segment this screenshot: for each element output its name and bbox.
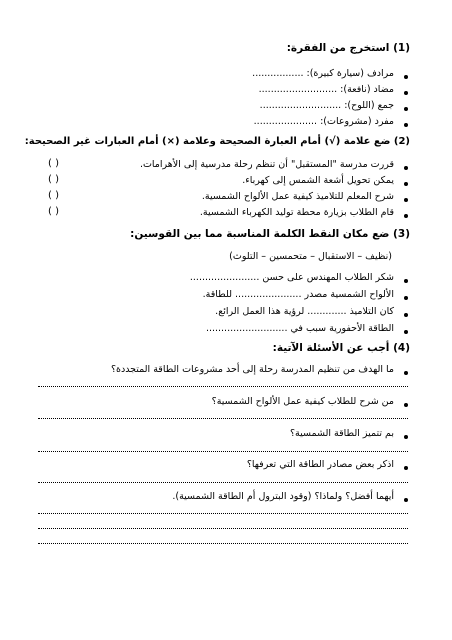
q1-item-plural: جمع (اللوح): ........................... [259,100,394,111]
q4-question-2: من شرح للطلاب كيفية عمل الألواح الشمسية؟ [211,396,394,407]
q2-statement-4: قام الطلاب بزيارة محطة توليد الكهرباء الشمسية. [199,207,394,218]
q3-item-3: كان التلاميذ ............. لرؤية هذا العمل الرائع. [215,306,394,317]
q2-statement-2: يمكن تحويل أشعة الشمس إلى كهرباء. [242,175,394,186]
q3-word-bank: (نظيف – الاستقبال – متحمسين – التلوث) [229,251,392,262]
q1-item-singular: مفرد (مشروعات): ..................... [253,116,394,127]
bullet [404,498,408,502]
q3-item-2: الألواح الشمسية مصدر ...................... للطاقة. [202,289,394,300]
q2-statement-1: قررت مدرسة "المستقبل" أن تنظم رحلة مدرسية إلى الأهرامات. [139,159,394,170]
q1-item-antonym: مضاد (نافعة): .......................... [258,84,394,95]
q4-question-5: أيهما أفضل؟ ولماذا؟ (وقود البترول أم الطاقة الشمسية). [172,491,394,502]
bullet [404,296,408,300]
answer-parentheses[interactable]: ( ) [48,174,59,185]
answer-parentheses[interactable]: ( ) [48,158,59,169]
answer-line[interactable] [38,513,408,514]
bullet [404,435,408,439]
answer-parentheses[interactable]: ( ) [48,206,59,217]
bullet [404,198,408,202]
bullet [404,91,408,95]
bullet [404,330,408,334]
bullet [404,466,408,470]
bullet [404,107,408,111]
q1-item-synonym: مرادف (سيارة كبيرة): ................. [252,68,394,79]
q4-question-4: اذكر بعض مصادر الطاقة التي تعرفها؟ [246,459,394,470]
answer-line[interactable] [38,451,408,452]
answer-parentheses[interactable]: ( ) [48,190,59,201]
q2-heading: (2) ضع علامة (√) أمام العبارة الصحيحة وعلامة (×) أمام العبارات غير الصحيحة: [24,136,410,147]
bullet [404,279,408,283]
answer-line[interactable] [38,528,408,529]
bullet [404,75,408,79]
bullet [404,123,408,127]
answer-line[interactable] [38,482,408,483]
q4-heading: (4) أجب عن الأسئلة الآتية: [272,342,410,354]
answer-line[interactable] [38,386,408,387]
answer-line[interactable] [38,543,408,544]
q3-heading: (3) ضع مكان النقط الكلمة المناسبة مما بين القوسين: [130,228,410,240]
q3-item-1: شكر الطلاب المهندس على حسن ....................... [189,272,394,283]
bullet [404,313,408,317]
q1-heading: (1) استخرج من الفقرة: [286,42,410,54]
q2-statement-3: شرح المعلم للتلاميذ كيفية عمل الألواح الشمسية. [201,191,394,202]
answer-line[interactable] [38,418,408,419]
q4-question-1: ما الهدف من تنظيم المدرسة رحلة إلى أحد مشروعات الطاقة المتجددة؟ [110,364,394,375]
q3-item-4: الطاقة الأحفورية سبب في ........................... [205,323,394,334]
bullet [404,166,408,170]
bullet [404,403,408,407]
bullet [404,371,408,375]
q4-question-3: بم تتميز الطاقة الشمسية؟ [290,428,394,439]
bullet [404,214,408,218]
bullet [404,182,408,186]
